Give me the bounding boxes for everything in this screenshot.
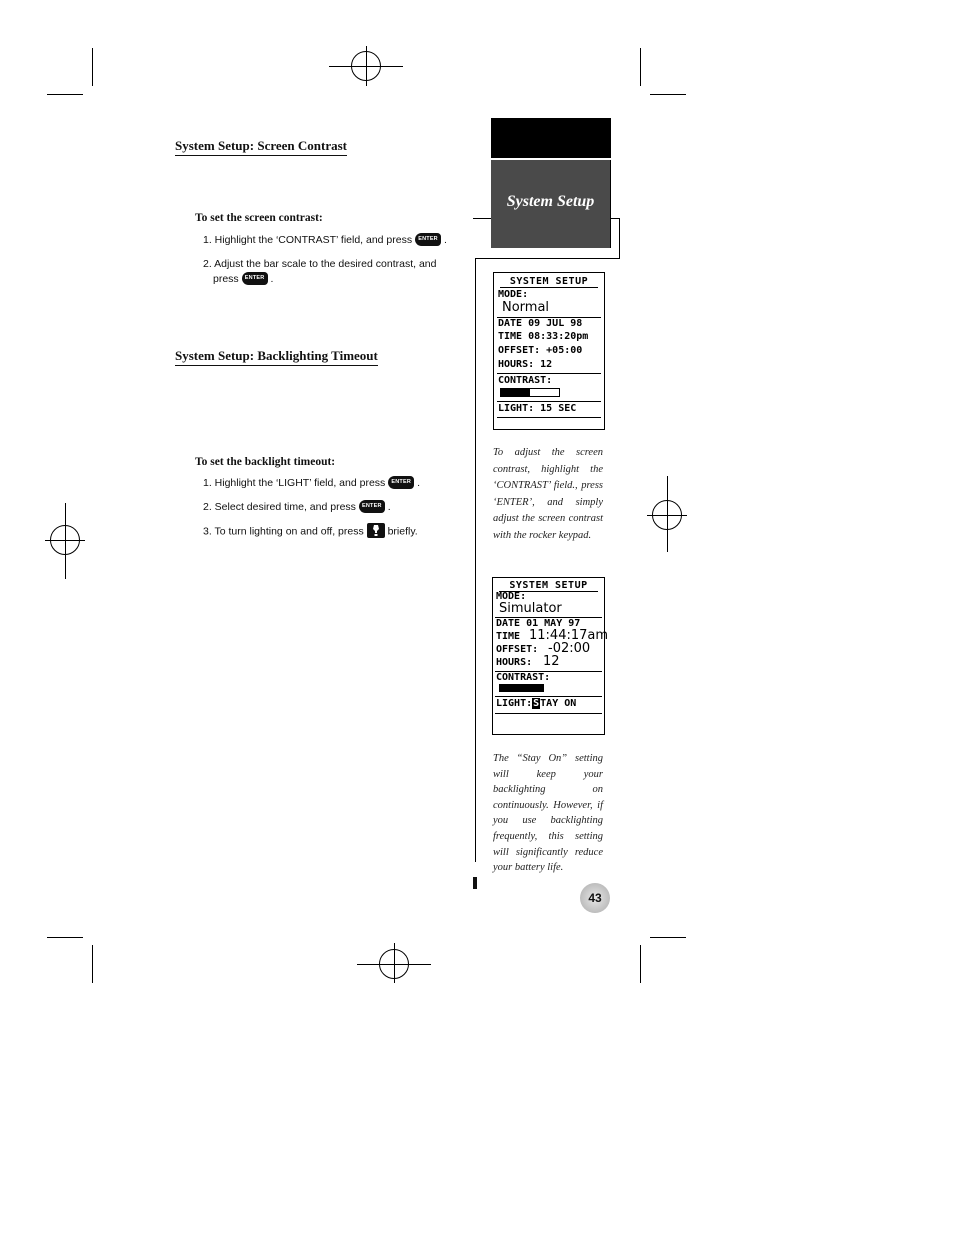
contrast-step-2-line2: press <box>213 273 239 285</box>
contrast-bar-fill <box>501 389 530 396</box>
light-field: LIGHT: 15 SEC <box>498 403 577 414</box>
contrast-step-1-end: . <box>443 234 447 246</box>
backlight-step-1 <box>203 476 420 491</box>
enter-key-icon: ENTER <box>415 233 441 246</box>
contrast-step-1 <box>203 233 447 248</box>
backlight-instructions-subhead: To set the backlight timeout: <box>195 456 336 468</box>
contrast-step-2-line1: 2. Adjust the bar scale to the desired contrast, and <box>203 258 437 270</box>
system-setup-screen-simulator <box>492 577 609 735</box>
date-field: DATE 09 JUL 98 <box>498 318 583 329</box>
light-value: TAY ON <box>540 698 577 709</box>
light-label: LIGHT: <box>496 698 533 709</box>
lamp-icon <box>367 523 385 538</box>
tab-connector-left <box>473 218 491 219</box>
contrast-label: CONTRAST: <box>498 375 553 386</box>
hours-value: 12 <box>543 654 560 669</box>
time-label: TIME <box>496 631 521 642</box>
backlight-section-heading: System Setup: Backlighting Timeout <box>175 348 378 366</box>
screen-title: SYSTEM SETUP <box>499 580 598 592</box>
column-rule <box>475 258 476 862</box>
contrast-bar <box>499 684 544 692</box>
contrast-bar <box>500 388 560 397</box>
backlight-step-2-end: . <box>387 501 391 513</box>
time-field: TIME 08:33:20pm <box>498 331 589 342</box>
backlight-step-3-end: briefly. <box>387 525 418 538</box>
offset-value: -02:00 <box>548 641 591 656</box>
offset-label: OFFSET: <box>496 644 539 655</box>
contrast-section-heading: System Setup: Screen Contrast <box>175 138 347 156</box>
enter-key-icon: ENTER <box>242 272 268 285</box>
date-field: DATE 01 MAY 97 <box>496 618 581 629</box>
time-value: 11:44:17am <box>529 628 609 643</box>
chapter-tab-title: System Setup <box>506 193 595 210</box>
page-number: 43 <box>580 883 610 913</box>
chapter-tab <box>491 160 611 248</box>
tab-connector-down <box>619 218 620 258</box>
contrast-instructions-subhead: To set the screen contrast: <box>195 212 323 224</box>
backlight-step-2-text: 2. Select desired time, and press <box>203 501 356 513</box>
backlight-step-3 <box>203 524 418 539</box>
system-setup-screen-normal <box>493 272 605 430</box>
backlight-step-2 <box>203 500 391 515</box>
offset-field: OFFSET: +05:00 <box>498 345 583 356</box>
caption-contrast: To adjust the screen contrast, highlight the ‘CONTRAST’ field., press ‘ENTER’, and simply adjust the screen contrast with the rocker keypad. <box>493 447 603 541</box>
contrast-label: CONTRAST: <box>496 672 551 683</box>
contrast-step-2 <box>203 257 436 287</box>
contrast-bar-fill <box>500 685 543 691</box>
hours-label: HOURS: <box>496 657 533 668</box>
chapter-tab-block <box>491 118 611 158</box>
contrast-step-1-text: 1. Highlight the ‘CONTRAST’ field, and press <box>203 234 413 246</box>
mode-label: MODE: <box>496 591 527 602</box>
column-rule-top <box>475 258 620 259</box>
mode-value: Normal <box>502 300 550 315</box>
column-rule-end-mark <box>473 877 477 889</box>
mode-label: MODE: <box>498 289 529 300</box>
screen-title: SYSTEM SETUP <box>500 276 598 288</box>
backlight-step-1-end: . <box>417 477 421 489</box>
contrast-step-2-end: . <box>270 273 274 285</box>
light-field <box>496 698 576 710</box>
backlight-step-1-text: 1. Highlight the ‘LIGHT’ field, and press <box>203 477 386 489</box>
backlight-step-3-text: 3. To turn lighting on and off, press <box>203 525 364 538</box>
caption-stay-on: The “Stay On” setting will keep your backlighting on continuously. However, if you use backlighting frequently, this setting will significantly reduce your battery life. <box>493 753 603 874</box>
enter-key-icon: ENTER <box>388 476 414 489</box>
hours-field: HOURS: 12 <box>498 359 553 370</box>
mode-value: Simulator <box>499 601 562 616</box>
enter-key-icon: ENTER <box>359 500 385 513</box>
light-cursor: S <box>533 698 540 709</box>
